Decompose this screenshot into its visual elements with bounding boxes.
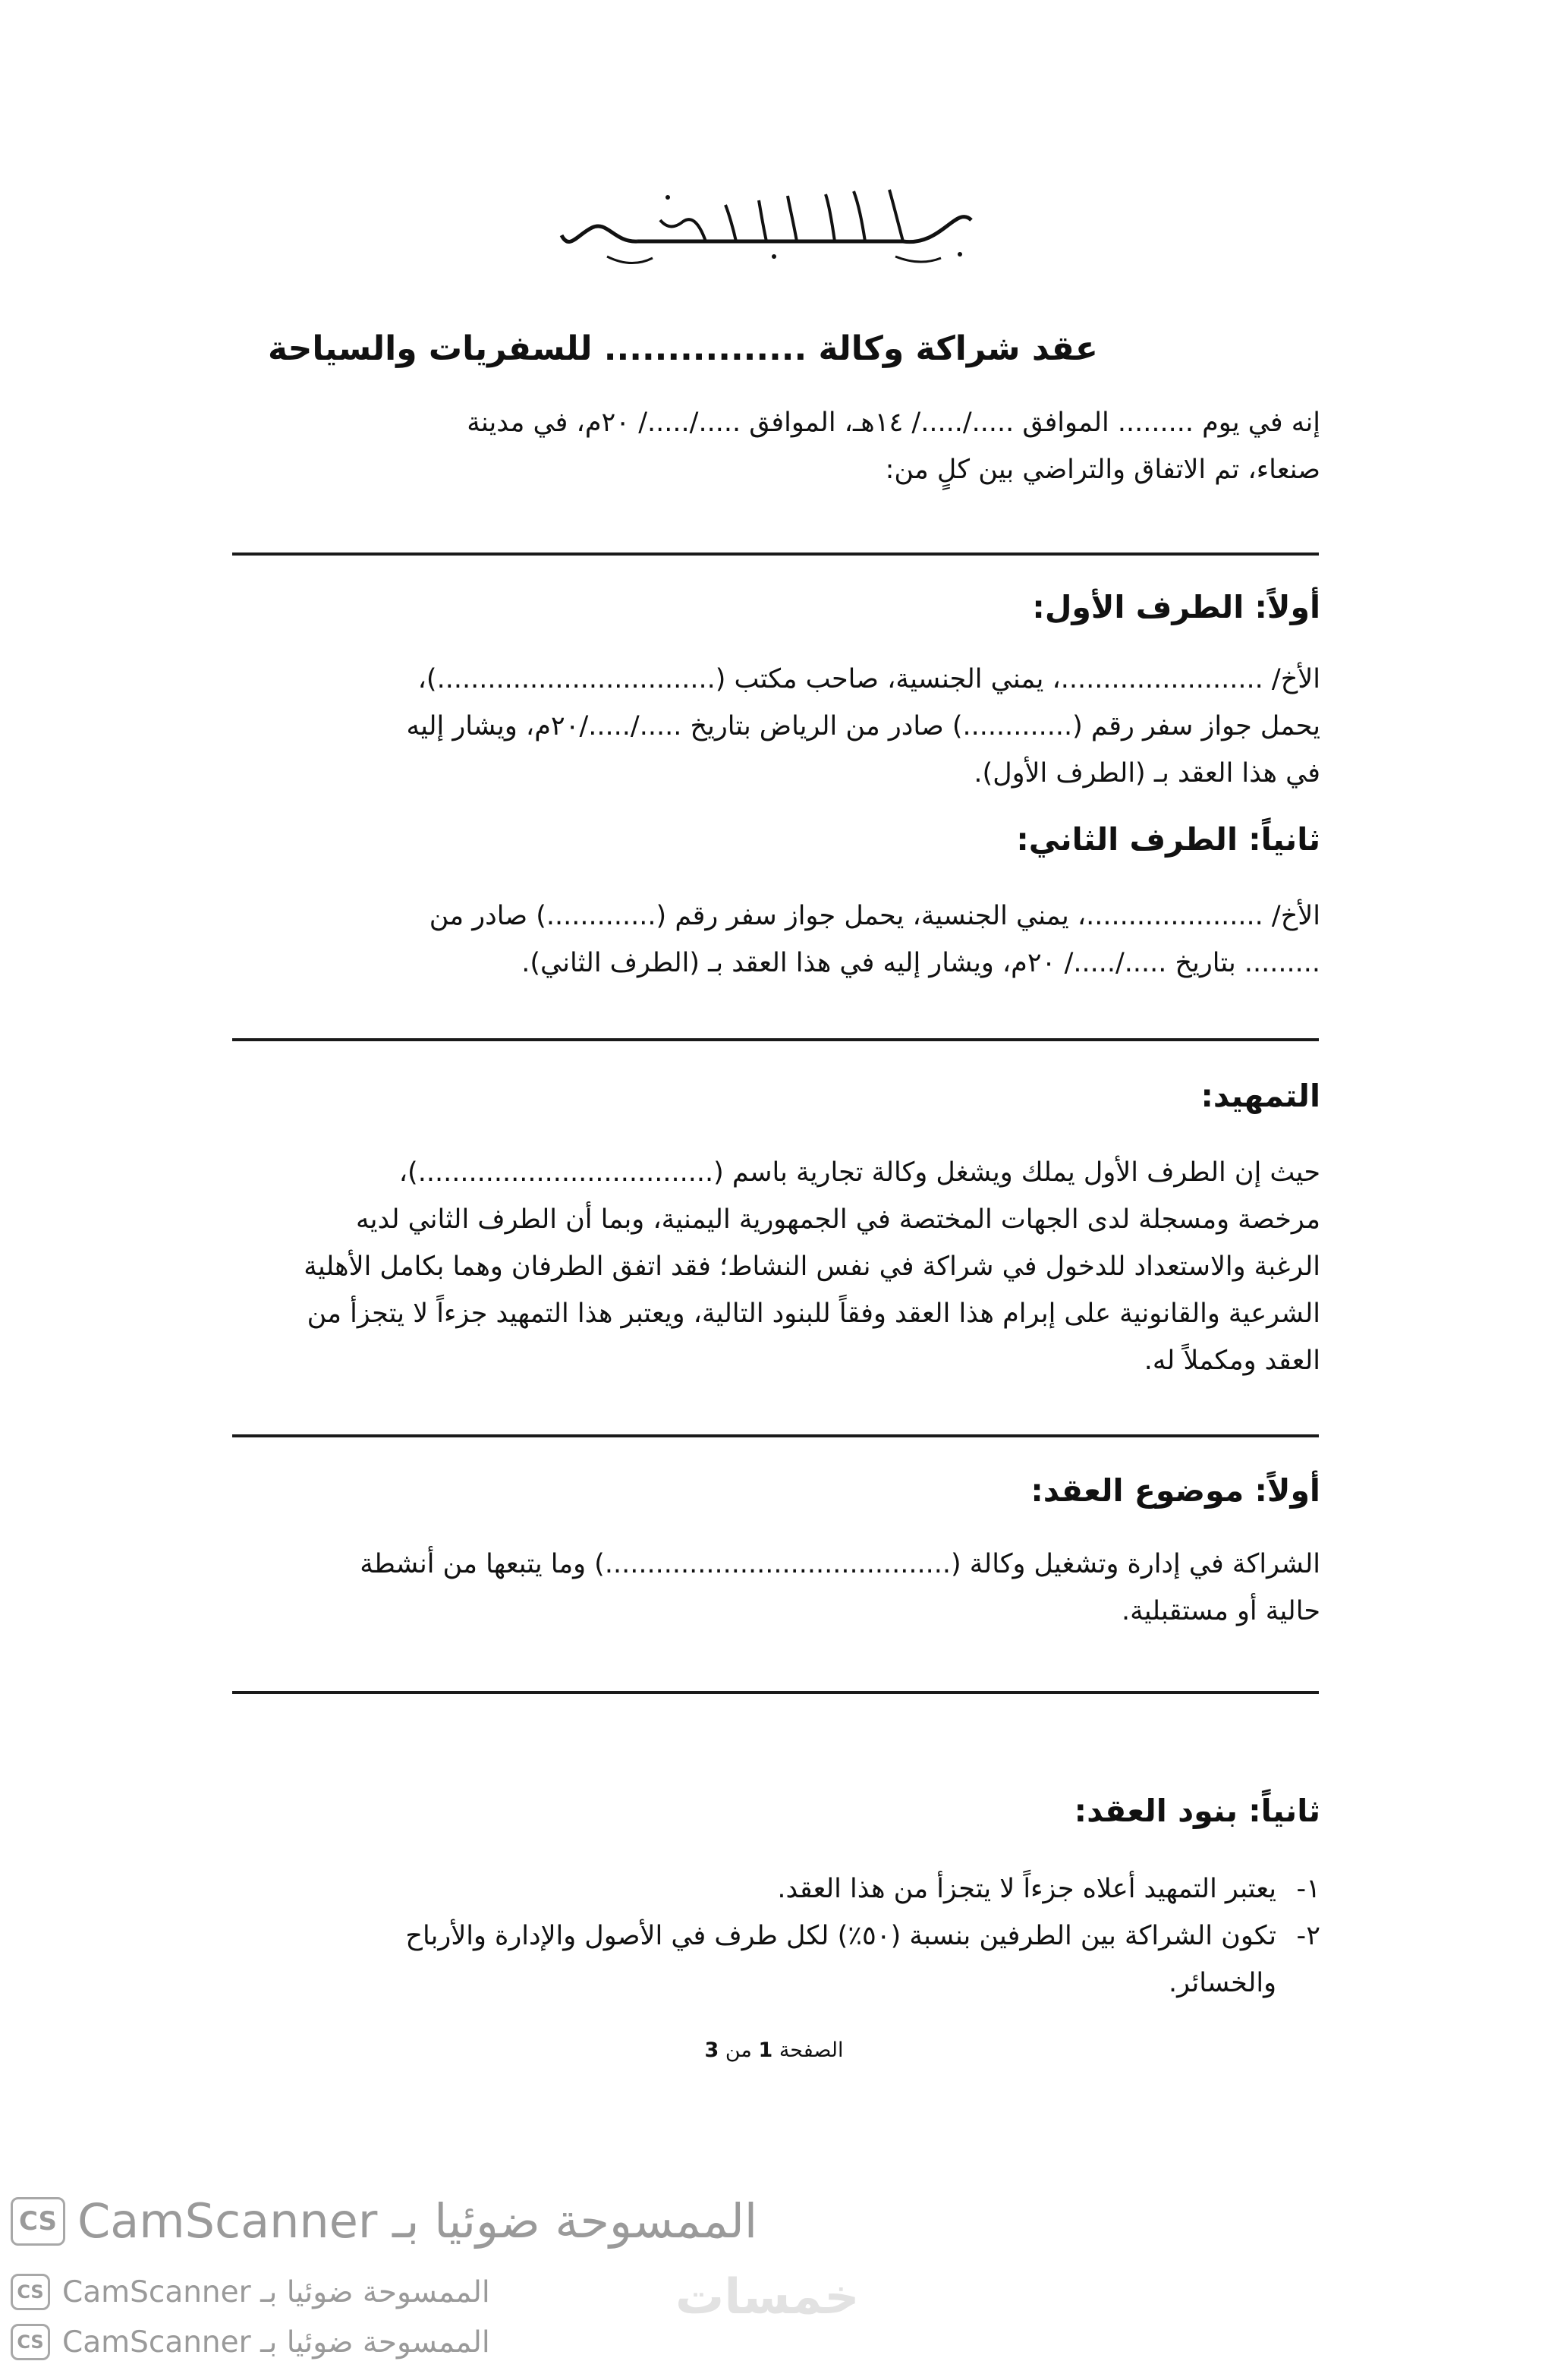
intro-line: صنعاء، تم الاتفاق والتراضي بين كلٍ من: [885, 455, 1320, 485]
party-one-line: يحمل جواز سفر رقم (.............) صادر من الرياض بتاريخ ...../...../٢٠م، ويشار إليه [406, 711, 1320, 741]
divider [232, 1691, 1319, 1694]
divider [232, 1038, 1319, 1041]
preamble-line: مرخصة ومسجلة لدى الجهات المختصة في الجمهورية اليمنية، وبما أن الطرف الثاني لديه [355, 1204, 1320, 1235]
clause-item [304, 1865, 1320, 1912]
preamble-line: الرغبة والاستعداد للدخول في شراكة في نفس النشاط؛ فقد اتفق الطرفان وهما بكامل الأهلية [304, 1251, 1320, 1282]
camscanner-logo-icon: CS [11, 2274, 50, 2310]
clause-number: ٢- [1296, 1921, 1320, 1951]
clauses-heading: ثانياً: بنود العقد: [1074, 1793, 1320, 1829]
intro-paragraph [291, 399, 1320, 493]
divider [232, 1434, 1319, 1437]
clause-text: والخسائر. [1169, 1968, 1276, 1998]
camscanner-watermark: CS الممسوحة ضوئيا بـ CamScanner [11, 2274, 490, 2310]
camscanner-watermark: CS الممسوحة ضوئيا بـ CamScanner [11, 2193, 757, 2249]
contract-title: عقد شراكة وكالة ................ للسفريات والسياحة [268, 329, 1098, 368]
party-two-paragraph [232, 892, 1320, 987]
camscanner-logo-icon: CS [11, 2197, 65, 2246]
camscanner-logo-icon: CS [11, 2324, 50, 2360]
clause-text: يعتبر التمهيد أعلاه جزءاً لا يتجزأ من هذا العقد. [777, 1874, 1276, 1904]
clauses-list [304, 1865, 1320, 2007]
party-one-line: الأخ/ ........................، يمني الجنسية، صاحب مكتب (.................................)، [417, 664, 1320, 694]
subject-paragraph [255, 1541, 1320, 1635]
preamble-heading: التمهيد: [1200, 1078, 1320, 1114]
party-two-line: الأخ/ .....................، يمني الجنسية، يحمل جواز سفر رقم (.............) صادر من [429, 901, 1320, 931]
preamble-paragraph [232, 1149, 1320, 1384]
clause-number: ١- [1296, 1874, 1320, 1904]
preamble-line: الشرعية والقانونية على إبرام هذا العقد وفقاً للبنود التالية، ويعتبر هذا التمهيد جزءاً لا يتجزأ من [307, 1299, 1320, 1329]
basmala-calligraphy [546, 175, 1002, 273]
subject-line: حالية أو مستقبلية. [1121, 1596, 1320, 1626]
clause-text: تكون الشراكة بين الطرفين بنسبة (٥٠٪) لكل طرف في الأصول والإدارة والأرباح [405, 1921, 1276, 1951]
party-one-paragraph [232, 656, 1320, 797]
intro-line: إنه في يوم ......... الموافق ...../...../ ١٤هـ، الموافق ...../...../ ٢٠م، في مدينة [467, 408, 1320, 438]
subject-heading: أولاً: موضوع العقد: [1030, 1472, 1320, 1509]
subject-line: الشراكة في إدارة وتشغيل وكالة (.........................................) وما يتبعها من أنشطة [360, 1549, 1320, 1579]
preamble-line: العقد ومكملاً له. [1144, 1346, 1320, 1376]
party-two-heading: ثانياً: الطرف الثاني: [1016, 821, 1320, 858]
party-one-line: في هذا العقد بـ (الطرف الأول). [974, 758, 1320, 789]
preamble-line: حيث إن الطرف الأول يملك ويشغل وكالة تجارية باسم (...................................)، [398, 1157, 1320, 1188]
clause-item [304, 1912, 1320, 2007]
party-one-heading: أولاً: الطرف الأول: [1032, 589, 1320, 625]
party-two-line: ......... بتاريخ ...../...../ ٢٠م، ويشار إليه في هذا العقد بـ (الطرف الثاني). [521, 948, 1320, 978]
khamsat-watermark-logo: خمسات [675, 2269, 860, 2325]
divider [232, 552, 1319, 556]
camscanner-watermark: CS الممسوحة ضوئيا بـ CamScanner [11, 2324, 490, 2360]
page-number: الصفحة 1 من 3 [704, 2038, 844, 2062]
